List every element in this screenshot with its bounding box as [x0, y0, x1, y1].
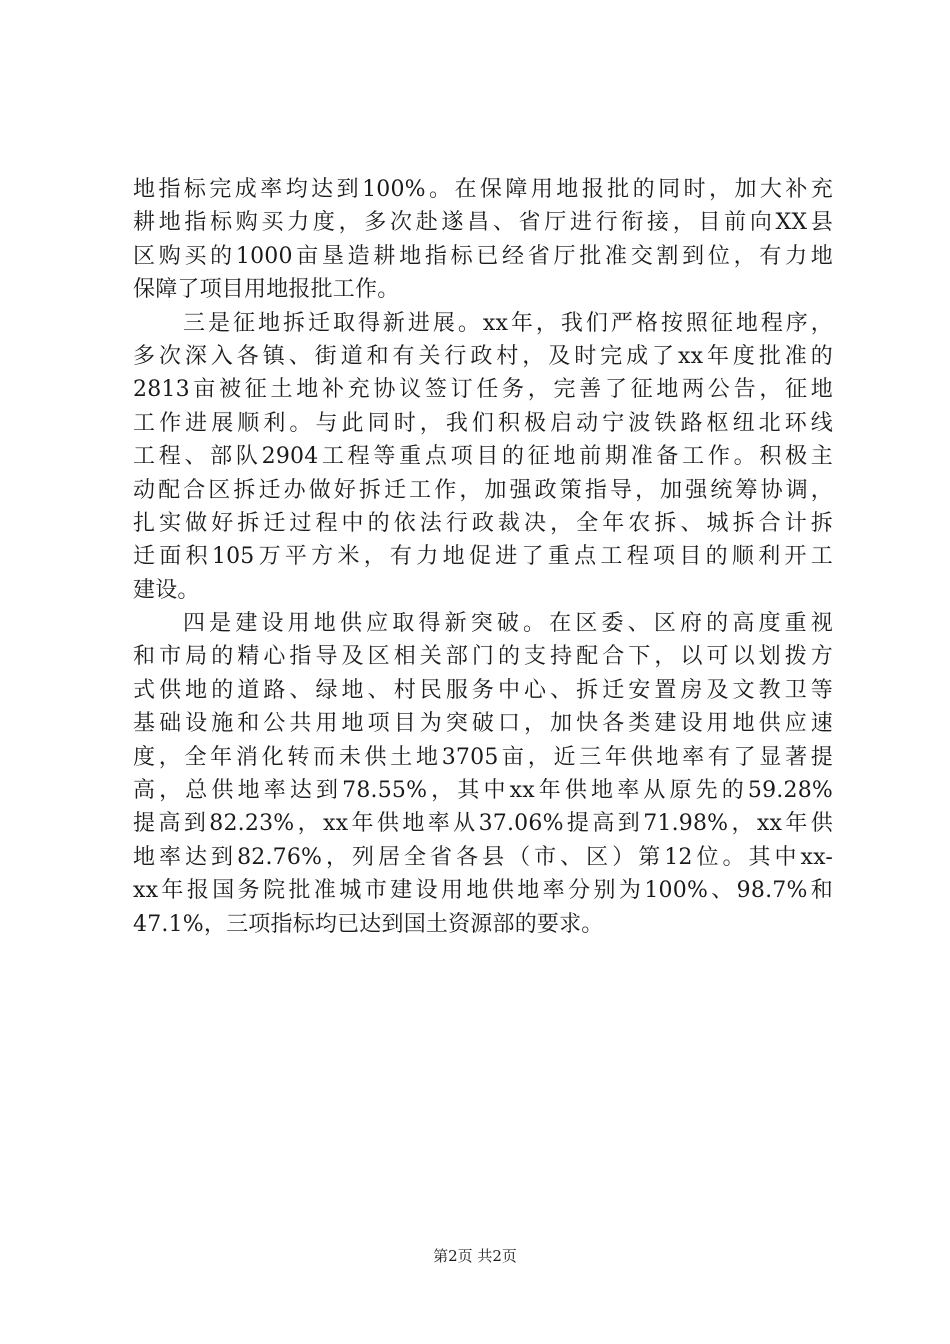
text-line: 建设。 [133, 577, 200, 603]
text-line: 扎实做好拆迁过程中的依法行政裁决，全年农拆、城拆合计拆 [133, 510, 833, 536]
text-line: 基础设施和公共用地项目为突破口，加快各类建设用地供应速 [133, 711, 833, 737]
text-line: 2813亩被征土地补充协议签订任务，完善了征地两公告，征地 [133, 377, 833, 403]
text-line: xx年报国务院批准城市建设用地供地率分别为100%、98.7%和 [133, 878, 833, 904]
text-line: 工作进展顺利。与此同时，我们积极启动宁波铁路枢纽北环线 [133, 410, 833, 436]
body-text [133, 173, 833, 941]
text-line: 区购买的1000亩垦造耕地指标已经省厅批准交割到位，有力地 [133, 243, 833, 269]
text-line: 三是征地拆迁取得新进展。xx年，我们严格按照征地程序， [183, 310, 833, 336]
text-line: 高，总供地率达到78.55%，其中xx年供地率从原先的59.28% [133, 778, 833, 804]
text-line: 和市局的精心指导及区相关部门的支持配合下，以可以划拨方 [133, 644, 833, 670]
text-line: 迁面积105万平方米，有力地促进了重点工程项目的顺利开工 [133, 544, 833, 570]
text-line: 度，全年消化转而未供土地3705亩，近三年供地率有了显著提 [133, 744, 833, 770]
text-line: 式供地的道路、绿地、村民服务中心、拆迁安置房及文教卫等 [133, 677, 833, 703]
text-line: 动配合区拆迁办做好拆迁工作，加强政策指导，加强统筹协调， [133, 477, 833, 503]
text-line: 耕地指标购买力度，多次赴遂昌、省厅进行衔接，目前向XX县 [133, 210, 833, 236]
text-line: 多次深入各镇、街道和有关行政村，及时完成了xx年度批准的 [133, 343, 833, 369]
text-line: 保障了项目用地报批工作。 [133, 277, 400, 303]
text-line: 地指标完成率均达到100%。在保障用地报批的同时，加大补充 [133, 177, 833, 202]
page-footer: 第2页 共2页 [433, 1247, 517, 1265]
text-line: 47.1%，三项指标均已达到国土资源部的要求。 [133, 911, 604, 937]
text-line: 提高到82.23%，xx年供地率从37.06%提高到71.98%，xx年供 [133, 811, 833, 837]
text-line: 四是建设用地供应取得新突破。在区委、区府的高度重视 [183, 611, 833, 637]
text-line: 地率达到82.76%，列居全省各县（市、区）第12位。其中xx- [133, 844, 833, 870]
text-line: 工程、部队2904工程等重点项目的征地前期准备工作。积极主 [133, 444, 833, 470]
